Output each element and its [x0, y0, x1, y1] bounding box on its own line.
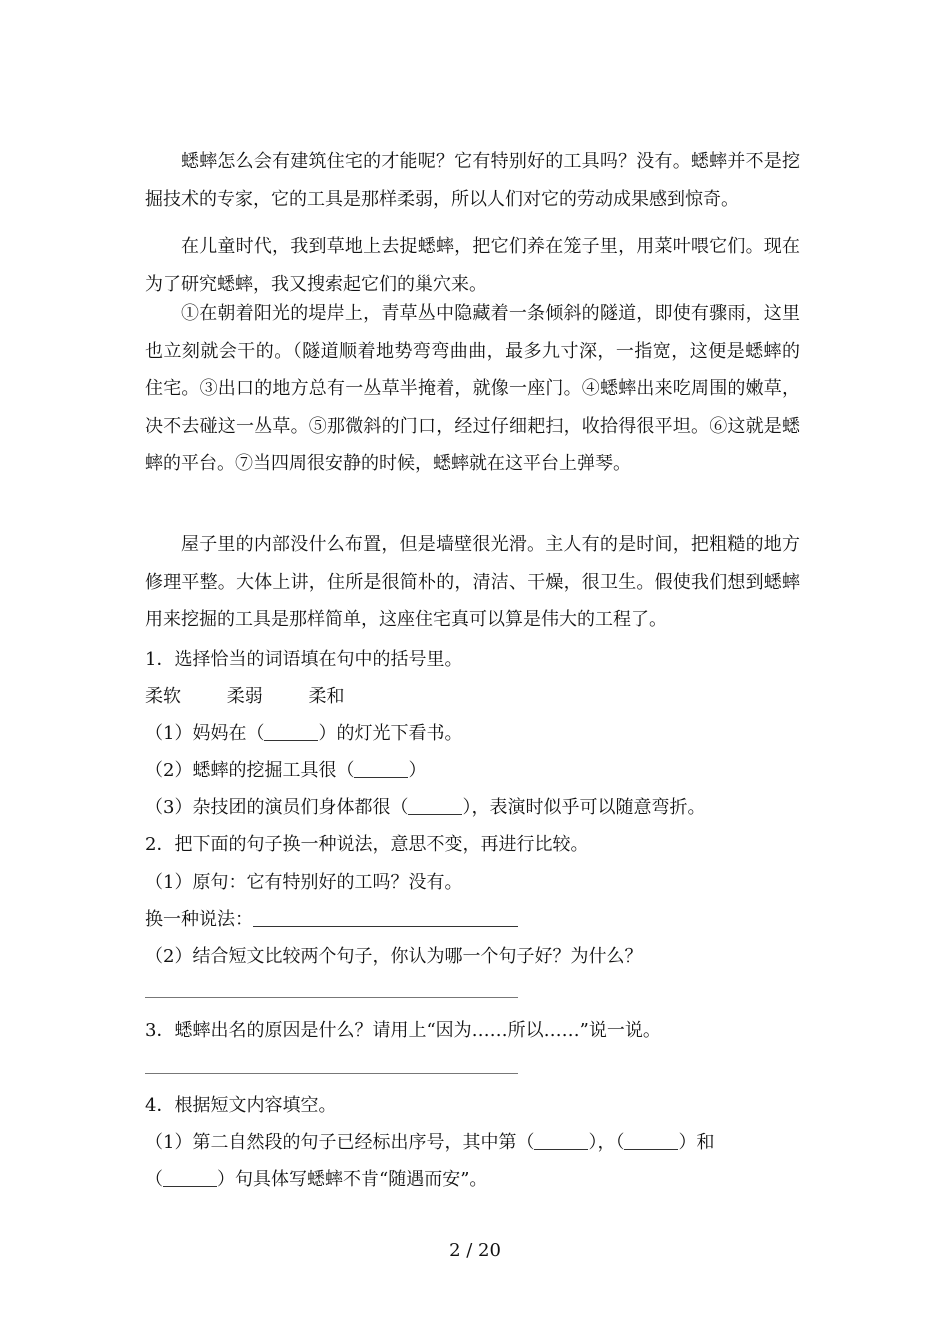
question-4-item-1: （1）第二自然段的句子已经标出序号，其中第（ ），（ ）和	[145, 1124, 714, 1162]
question-1-item-2: （2）蟋蟀的挖掘工具很（ ）	[145, 752, 426, 790]
answer-blank[interactable]	[354, 757, 408, 778]
passage-paragraph-4: 屋子里的内部没什么布置，但是墙壁很光滑。主人有的是时间，把粗糙的地方修理平整。大体上讲，住所是很简朴的，清洁、干燥，很卫生。假使我们想到蟋蟀用来挖掘的工具是那样简单，这座住宅真可以算是伟大的工程了。	[145, 534, 800, 631]
word-choices	[145, 678, 384, 716]
page-number: 2 / 20	[449, 1240, 501, 1261]
question-1-title: 1．选择恰当的词语填在句中的括号里。	[145, 649, 463, 670]
question-4-title: 4．根据短文内容填空。	[145, 1095, 337, 1116]
answer-blank[interactable]	[264, 720, 318, 741]
answer-line[interactable]	[145, 997, 518, 998]
question-1-item-1: （1）妈妈在（ ）的灯光下看书。	[145, 715, 462, 753]
answer-blank[interactable]	[163, 1166, 217, 1187]
question-4-item-1-cont: （ ）句具体写蟋蟀不肯“随遇而安”。	[145, 1161, 487, 1199]
answer-blank[interactable]	[408, 794, 462, 815]
question-2-rewrite: 换一种说法：	[145, 901, 518, 939]
question-3-title: 3．蟋蟀出名的原因是什么？请用上“因为……所以……”说一说。	[145, 1020, 661, 1041]
passage-paragraph-3: ①在朝着阳光的堤岸上，青草丛中隐藏着一条倾斜的隧道，即使有骤雨，这里也立刻就会干的。（隧道顺着地势弯弯曲曲，最多九寸深，一指宽，这便是蟋蟀的住宅。③出口的地方总有一丛草半掩着，就像一座门。④蟋蟀出来吃周围的嫩草，决不去碰这一丛草。⑤那微斜的门口，经过仔细耙扫，收拾得很平坦。⑥这就是蟋蟀的平台。⑦当四周很安静的时候，蟋蟀就在这平台上弹琴。	[145, 303, 800, 475]
question-1-item-3: （3）杂技团的演员们身体都很（ ），表演时似乎可以随意弯折。	[145, 789, 705, 827]
answer-blank[interactable]	[534, 1129, 588, 1150]
passage-paragraph-1: 蟋蟀怎么会有建筑住宅的才能呢？它有特别好的工具吗？没有。蟋蟀并不是挖掘技术的专家，它的工具是那样柔弱，所以人们对它的劳动成果感到惊奇。	[145, 151, 800, 210]
question-2-item-2: （2）结合短文比较两个句子，你认为哪一个句子好？为什么？	[145, 946, 643, 967]
answer-blank[interactable]	[624, 1129, 678, 1150]
question-2-title: 2．把下面的句子换一种说法，意思不变，再进行比较。	[145, 834, 589, 855]
passage-paragraph-2: 在儿童时代，我到草地上去捉蟋蟀，把它们养在笼子里，用菜叶喂它们。现在为了研究蟋蟀，我又搜索起它们的巢穴来。	[145, 236, 800, 295]
answer-blank[interactable]	[253, 906, 518, 927]
question-2-item-1: （1）原句：它有特别好的工吗？没有。	[145, 872, 463, 893]
word-choice: 柔和	[308, 686, 345, 707]
word-choice: 柔软	[145, 686, 181, 707]
word-choice: 柔弱	[226, 686, 263, 707]
answer-line[interactable]	[145, 1073, 518, 1074]
